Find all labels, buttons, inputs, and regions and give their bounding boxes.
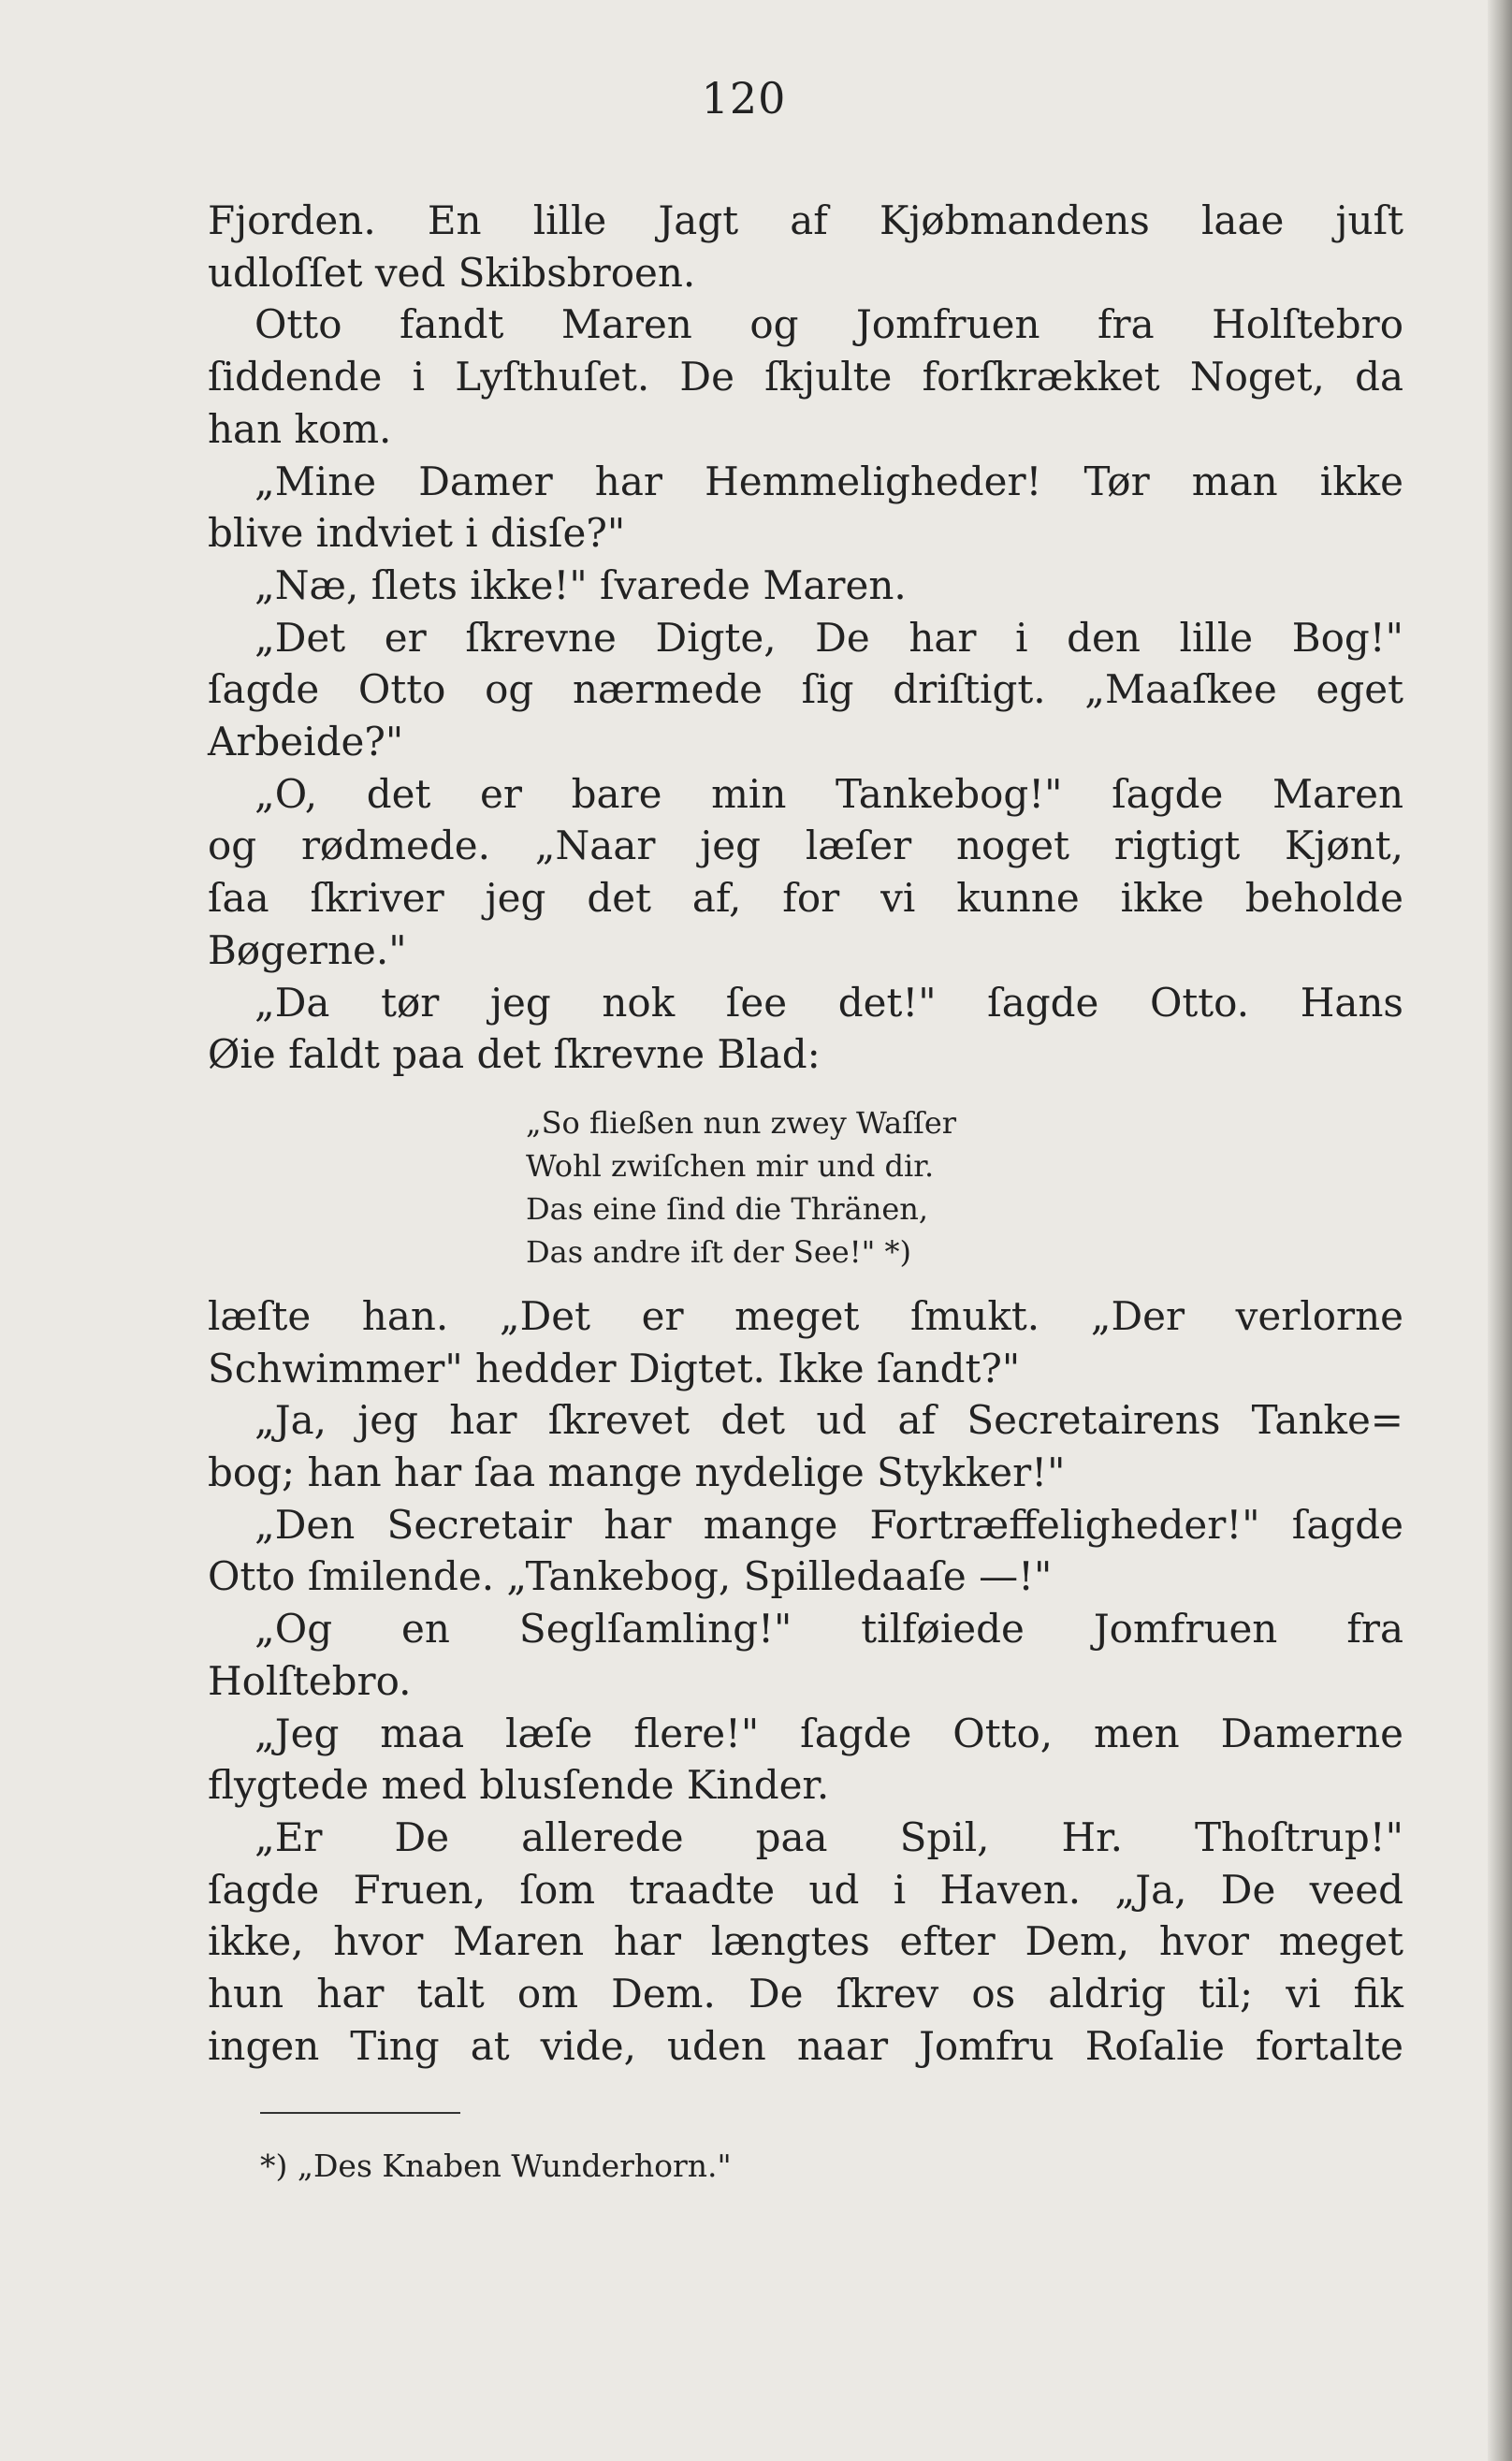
text-line: „Det er ſkrevne Digte, De har i den lille Bog!" [254,614,1403,661]
text-line: Schwimmer" hedder Digtet. Ikke ſandt?" [208,1345,1021,1391]
text-line: Bøgerne." [208,926,407,973]
text-line: „Mine Damer har Hemmeligheder! Tør man ikke [254,458,1403,504]
text-line: ſaa ſkriver jeg det af, for vi kunne ikke beholde [208,875,1403,922]
text-line: hun har talt om Dem. De ſkrev os aldrig til; vi fik [208,1971,1403,2017]
verse-quotation [526,1101,1403,1274]
text-line: Fjorden. En lille Jagt af Kjøbmandens laae juſt [208,197,1403,243]
text-line: læſte han. „Det er meget ſmukt. „Der verlorne [208,1292,1403,1339]
text-line: ſagde Otto og nærmede ſig driſtigt. „Maaſkee eget [208,666,1403,713]
page-edge-shadow [1488,0,1512,2461]
page-body [208,195,1403,2073]
text-line: „Jeg maa læſe flere!" ſagde Otto, men Damerne [254,1710,1403,1756]
text-line: Arbeide?" [208,719,404,765]
verse-line: Wohl zwiſchen mir und dir. [526,1147,935,1184]
text-line: „Næ, ſlets ikke!" ſvarede Maren. [254,561,907,608]
text-line: Otto fandt Maren og Jomfruen fra Holſtebro [254,301,1403,348]
text-line: bog; han har ſaa mange nydelige Stykker!" [208,1449,1066,1496]
text-line: Otto ſmilende. „Tankebog, Spilledaaſe —!" [208,1553,1053,1600]
text-line: han kom. [208,405,392,452]
text-line: ſagde Fruen, ſom traadte ud i Haven. „Ja, De veed [208,1866,1403,1913]
verse-line: „So fließen nun zwey Waſſer [526,1104,957,1141]
text-line: „O, det er bare min Tankebog!" ſagde Maren [254,770,1403,817]
text-line: Holſtebro. [208,1657,412,1704]
page-number: 120 [701,73,787,124]
text-line: „Og en Seglſamling!" tilføiede Jomfruen fra [254,1606,1403,1653]
text-line: blive indviet i disſe?" [208,510,626,557]
footnote-rule [260,2112,460,2114]
text-line: ingen Ting at vide, uden naar Jomfru Roſalie fortalte [208,2022,1403,2069]
text-line: „Ja, jeg har ſkrevet det ud af Secretairens Tanke= [254,1397,1403,1444]
verse-line: Das andre iſt der See!" *) [526,1233,911,1270]
text-line: ſiddende i Lyſthuſet. De ſkjulte forſkrækket Noget, da [208,354,1403,400]
text-line: Øie faldt paa det ſkrevne Blad: [208,1031,821,1078]
text-line: „Er De allerede paa Spil, Hr. Thoſtrup!" [254,1813,1403,1860]
text-line: „Den Secretair har mange Fortræffeligheder!" ſagde [254,1501,1403,1548]
text-line: og rødmede. „Naar jeg læſer noget rigtigt Kjønt, [208,823,1403,869]
verse-line: Das eine ſind die Thränen, [526,1190,929,1227]
text-block-1 [208,195,1403,1081]
text-line: udloſſet ved Skibsbroen. [208,249,696,296]
text-block-2 [208,1290,1403,2073]
text-line: flygtede med blusſende Kinder. [208,1762,830,1809]
text-line: „Da tør jeg nok ſee det!" ſagde Otto. Hans [254,979,1403,1026]
text-line: ikke, hvor Maren har længtes efter Dem, hvor meget [208,1918,1403,1965]
footnote: *) „Des Knaben Wunderhorn." [260,2148,732,2184]
